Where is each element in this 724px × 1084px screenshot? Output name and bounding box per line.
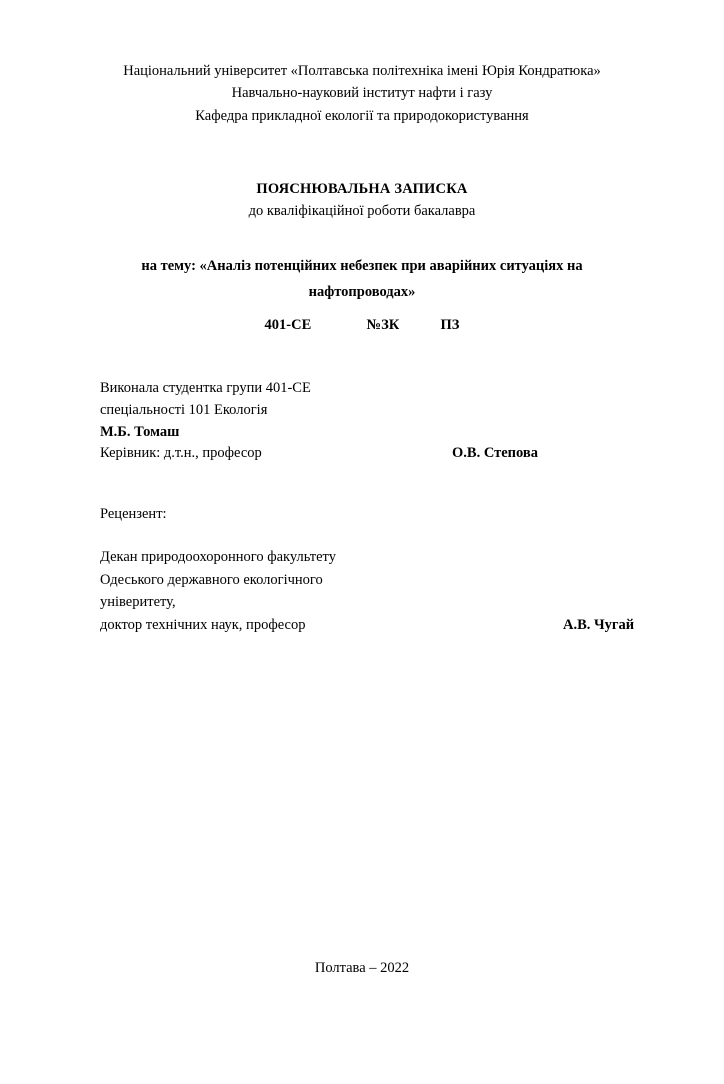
supervisor-line: [100, 443, 724, 464]
reviewer-degree: доктор технічних наук, професор: [100, 616, 306, 633]
performed-by-line: Виконала студентка групи 401-СЕ: [100, 380, 311, 397]
reviewer-affiliation: [100, 546, 724, 635]
reviewer-affiliation-line-2: Одеського державного екологічного: [100, 571, 323, 588]
institute-name: Навчально-науковий інститут нафти і газу: [231, 85, 493, 102]
title-block: [0, 181, 724, 220]
supervisor-label: Керівник: д.т.н., професор: [100, 445, 262, 462]
institution-header: [0, 60, 724, 127]
record-book-code: №ЗК: [366, 317, 400, 334]
city-year-footer: Полтава – 2022: [314, 960, 410, 976]
document-code-row: [0, 317, 724, 334]
author-name: М.Б. Томаш: [100, 423, 180, 440]
document-title: ПОЯСНЮВАЛЬНА ЗАПИСКА: [256, 181, 468, 198]
reviewer-name: А.В. Чугай: [563, 616, 635, 633]
group-code: 401-СЕ: [264, 317, 312, 334]
doc-type-code: ПЗ: [440, 317, 460, 334]
thesis-theme: на тему: «Аналіз потенційних небезпек при аварійних ситуаціях на нафтопроводах»: [141, 258, 583, 300]
document-page: [0, 60, 724, 1084]
department-name: Кафедра прикладної екології та природокористування: [195, 107, 529, 124]
reviewer-degree-line: [100, 614, 724, 636]
supervisor-name: О.В. Степова: [452, 445, 538, 462]
reviewer-affiliation-line-3: універитету,: [100, 594, 176, 611]
document-subtitle: до кваліфікаційної роботи бакалавра: [248, 203, 476, 220]
reviewer-affiliation-line-1: Декан природоохоронного факультету: [100, 549, 336, 566]
reviewer-label: Рецензент:: [100, 506, 167, 523]
reviewer-block: [0, 504, 724, 635]
author-block: [0, 378, 724, 464]
speciality-line: спеціальності 101 Екологія: [100, 401, 268, 418]
university-name: Національний університет «Полтавська політехніка імені Юрія Кондратюка»: [123, 63, 601, 79]
